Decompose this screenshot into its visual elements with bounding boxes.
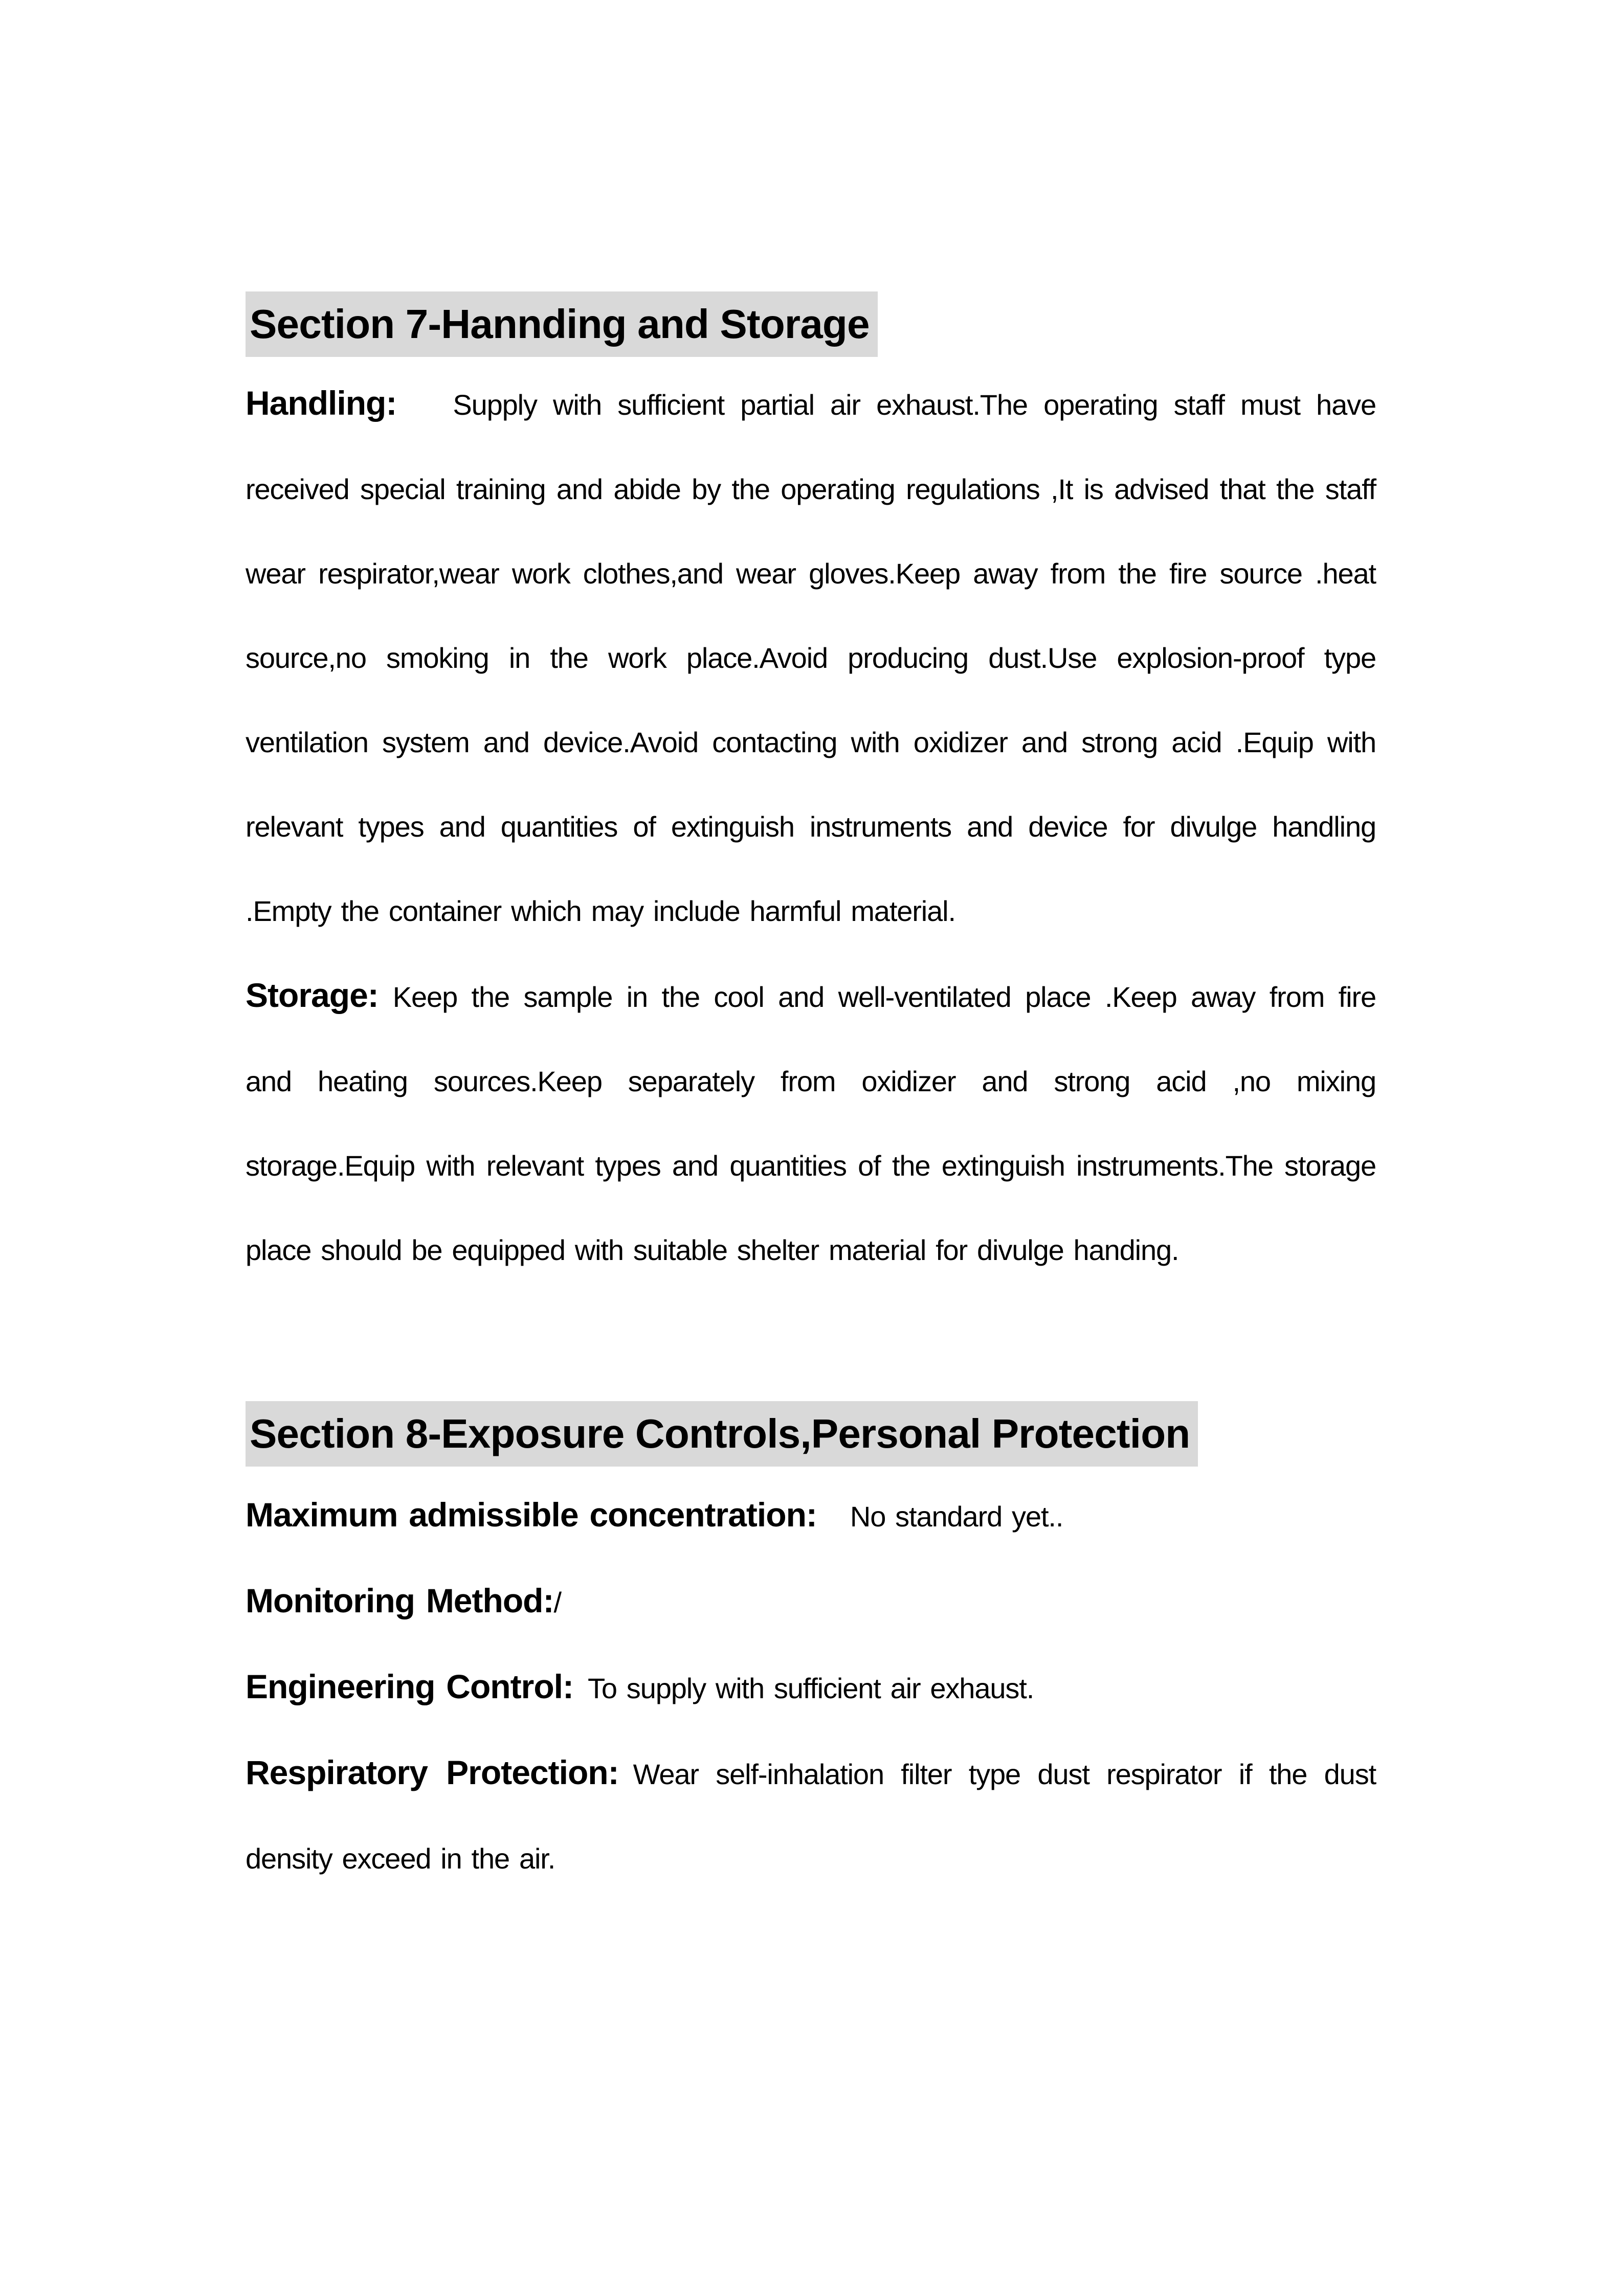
section-7-heading: Section 7-Hannding and Storage <box>246 291 878 357</box>
engineering-control-label: Engineering Control: <box>246 1668 573 1705</box>
storage-paragraph <box>246 953 1376 1292</box>
section-8-heading: Section 8-Exposure Controls,Personal Protection <box>246 1401 1198 1467</box>
field-respiratory-protection <box>246 1730 1376 1901</box>
field-maximum-admissible-concentration <box>246 1473 1376 1559</box>
monitoring-method-label: Monitoring Method: <box>246 1582 554 1619</box>
handling-text: Supply with sufficient partial air exhaust.The operating staff must have received special training and abide by the operating regulations ,It is advised that the staff wear respirator,wear work clothes,and wear gloves.Keep away from the fire source .heat source,no smoking in the work place.Avoid producing dust.Use explosion-proof type ventilation system and device.Avoid contacting with oxidizer and strong acid .Equip with relevant types and quantities of extinguish instruments and device for divulge handling .Empty the container which may include harmful material. <box>246 389 1376 927</box>
page-content <box>246 291 1376 1901</box>
engineering-control-value: To supply with sufficient air exhaust. <box>587 1672 1034 1704</box>
section-8-fields <box>246 1473 1376 1901</box>
maximum-admissible-concentration-label: Maximum admissible concentration: <box>246 1496 817 1534</box>
respiratory-protection-label: Respiratory Protection: <box>246 1753 619 1791</box>
storage-label: Storage: <box>246 976 379 1014</box>
respiratory-protection-value: Wear self-inhalation filter type dust respirator if the dust density exceed in the air. <box>246 1758 1376 1875</box>
field-engineering-control <box>246 1645 1376 1730</box>
storage-text: Keep the sample in the cool and well-ventilated place .Keep away from fire and heating sources.Keep separately from oxidizer and strong acid ,no mixing storage.Equip with relevant types and quantities of the extinguish instruments.The storage place should be equipped with suitable shelter material for divulge handing. <box>246 981 1376 1266</box>
maximum-admissible-concentration-value: No standard yet.. <box>850 1500 1063 1533</box>
handling-paragraph <box>246 361 1376 953</box>
handling-label: Handling: <box>246 384 397 422</box>
monitoring-method-value: / <box>553 1586 561 1618</box>
field-monitoring-method <box>246 1559 1376 1645</box>
